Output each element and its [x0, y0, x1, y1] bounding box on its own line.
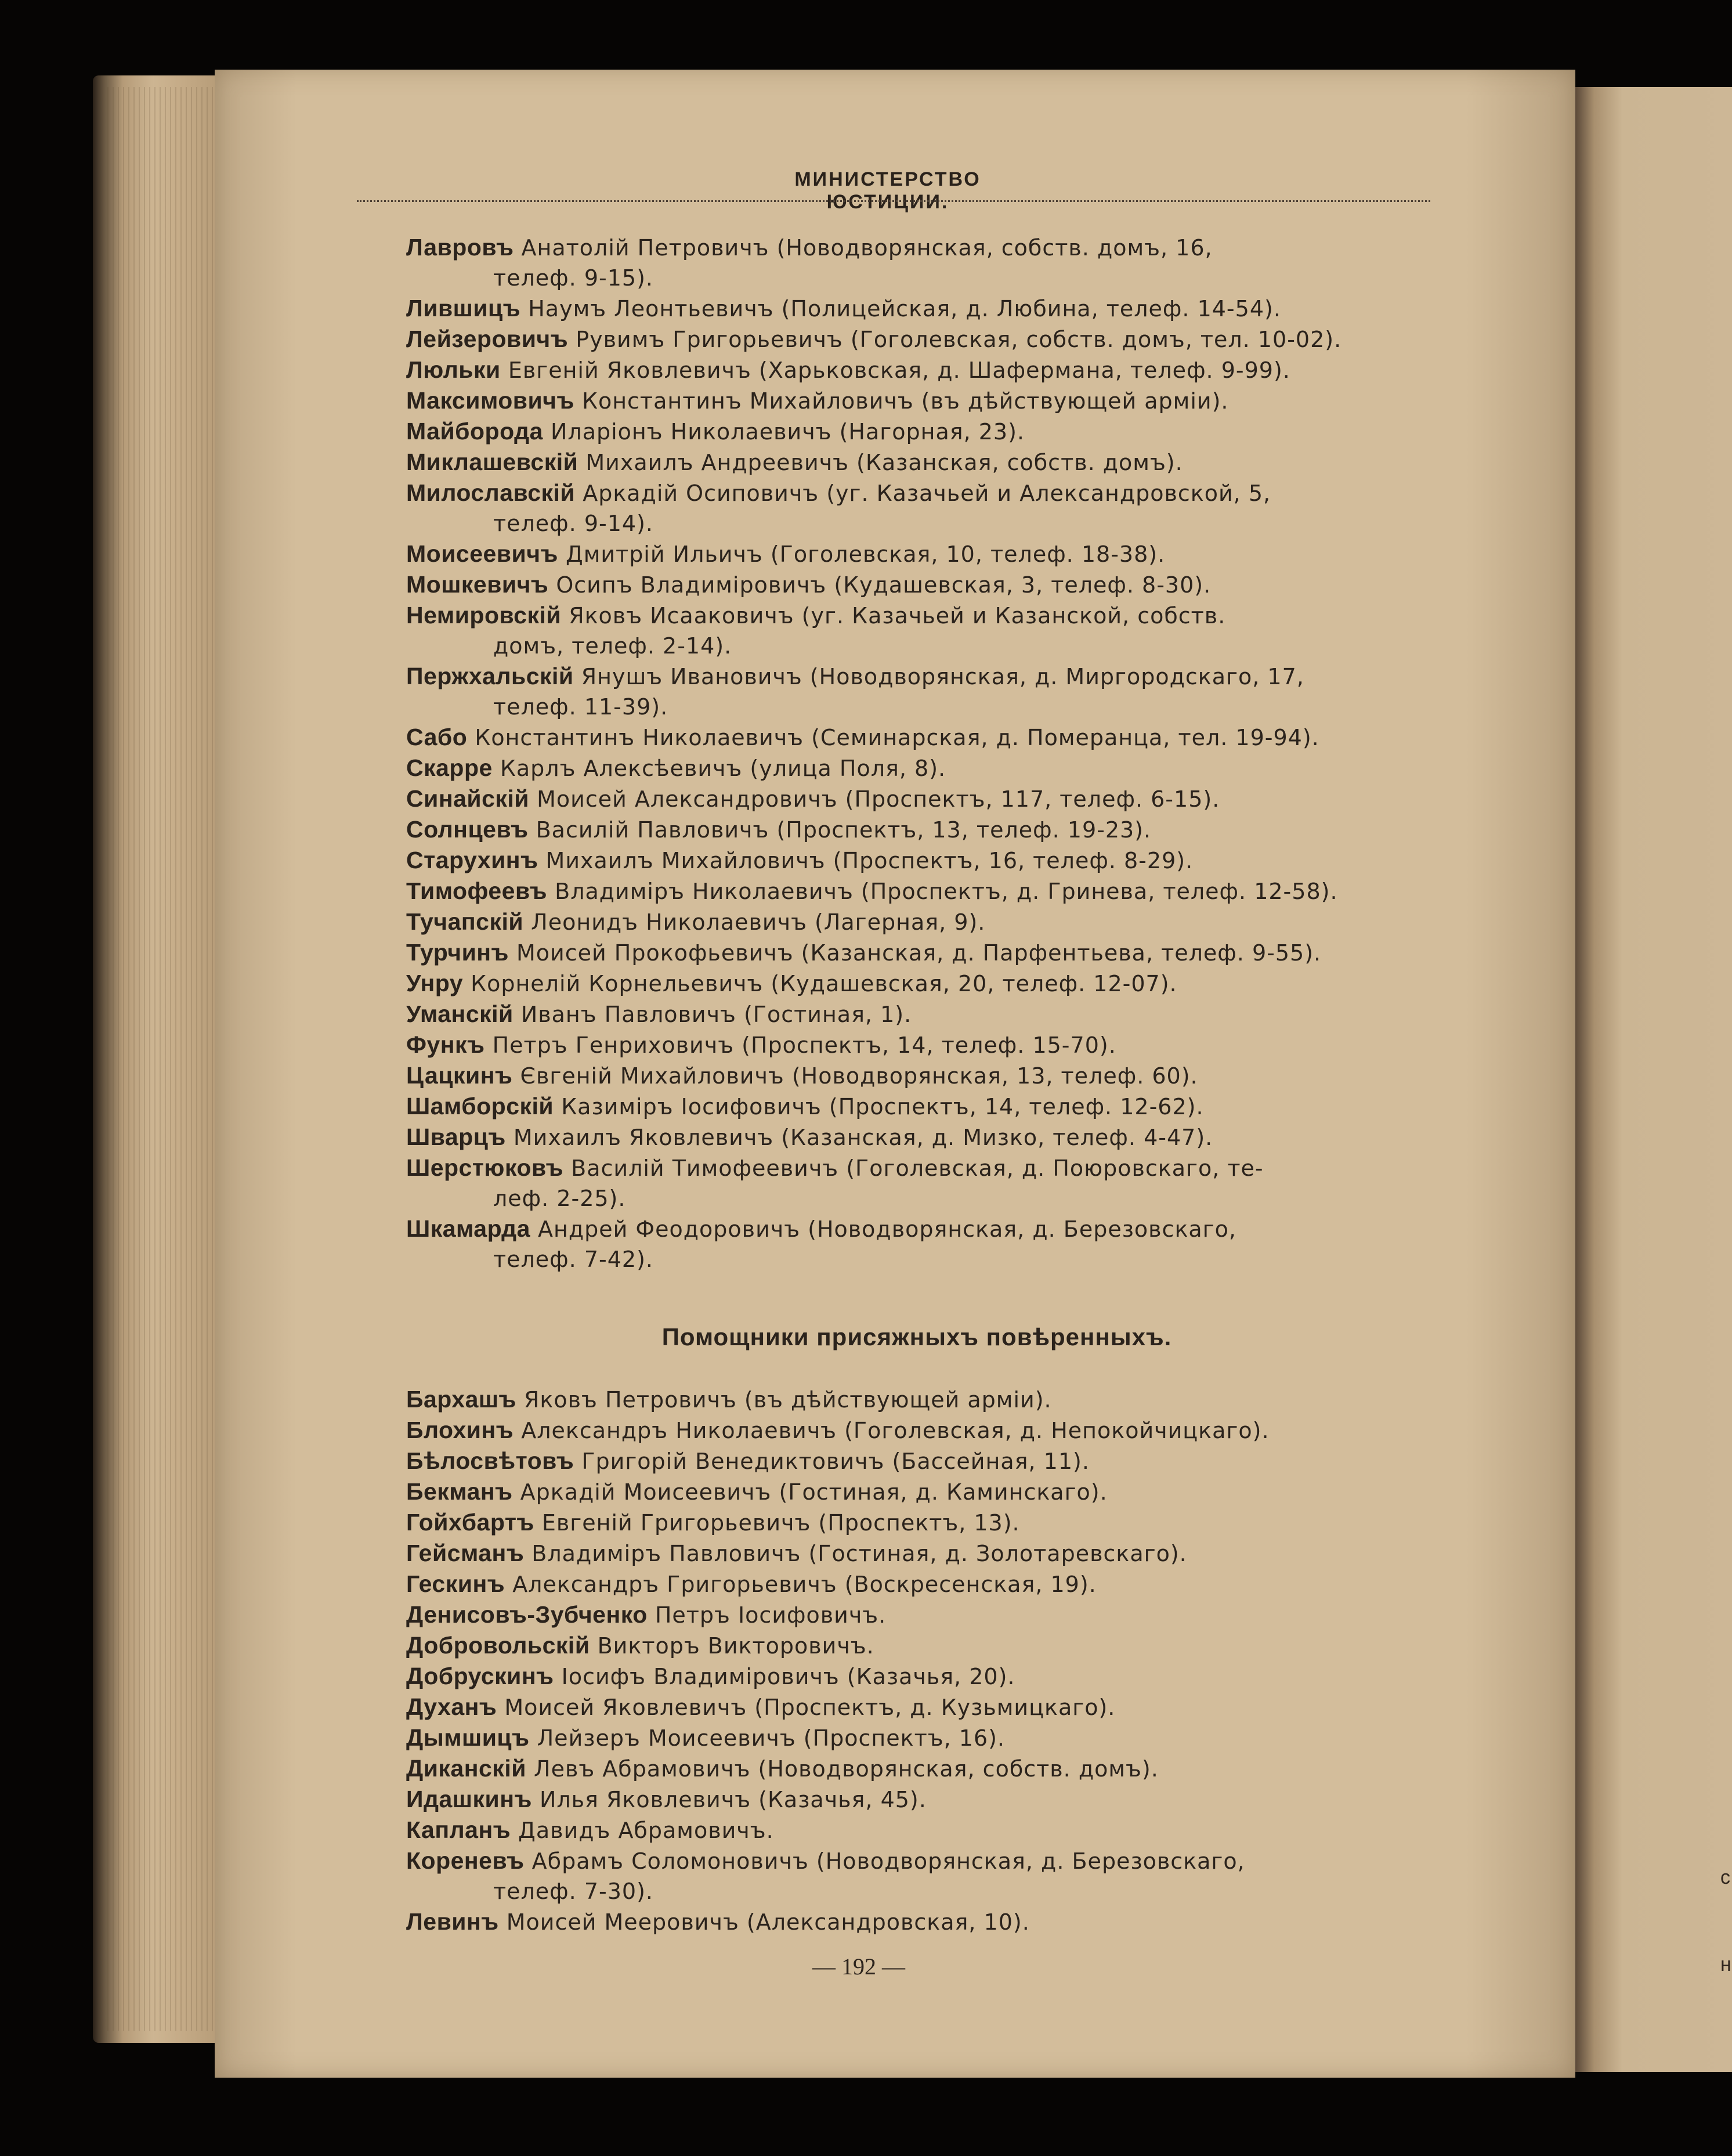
entry-surname: Люльки — [406, 356, 501, 383]
entry-surname: Кореневъ — [406, 1847, 525, 1874]
entry-details: Моисей Александровичъ (Проспектъ, 117, телеф. 6-15). — [529, 786, 1220, 812]
entry-details: Александръ Николаевичъ (Гоголевская, д. Непокойчицкаго). — [514, 1418, 1270, 1443]
list-entry — [406, 1630, 1427, 1661]
entry-surname: Синайскій — [406, 785, 530, 812]
entry-continuation: телеф. 11-39). — [493, 694, 668, 720]
list-entry — [406, 1846, 1427, 1906]
entry-details: Евгеній Григорьевичъ (Проспектъ, 13). — [534, 1510, 1020, 1536]
header-rule — [357, 200, 1430, 202]
entry-details: Петръ Генриховичъ (Проспектъ, 14, телеф. 15-70). — [484, 1032, 1116, 1058]
entry-surname: Лившицъ — [406, 295, 521, 322]
list-entry — [406, 1030, 1427, 1060]
running-header: МИНИСТЕРСТВО ЮСТИЦИИ. — [794, 168, 981, 213]
entry-surname: Максимовичъ — [406, 387, 574, 414]
list-entry — [406, 968, 1427, 999]
entry-surname: Тучапскій — [406, 908, 524, 935]
entry-details: Василій Павловичъ (Проспектъ, 13, телеф. 19-23). — [528, 817, 1152, 843]
entry-details: Моисей Яковлевичъ (Проспектъ, д. Кузьмицкаго). — [497, 1695, 1116, 1720]
list-entry — [406, 814, 1427, 845]
list-entry — [406, 539, 1427, 569]
right-page-fragments: с н — [1720, 1866, 1731, 1976]
list-entry — [406, 1122, 1427, 1153]
entry-surname: Гойхбартъ — [406, 1509, 534, 1536]
entry-details: Михаилъ Михайловичъ (Проспектъ, 16, телеф. 8-29). — [538, 848, 1194, 873]
entry-details: Моисей Мееровичъ (Александровская, 10). — [498, 1909, 1030, 1935]
entry-continuation: телеф. 9-15). — [493, 265, 653, 291]
list-entry — [406, 1692, 1427, 1722]
entry-details: Петръ Іосифовичъ. — [647, 1602, 887, 1628]
entry-surname: Солнцевъ — [406, 816, 529, 843]
entry-details: Дмитрій Ильичъ (Гоголевская, 10, телеф. 18-38). — [558, 541, 1166, 567]
entry-details: Михаилъ Андреевичъ (Казанская, собств. домъ). — [578, 450, 1183, 475]
entry-continuation: телеф. 7-30). — [493, 1879, 653, 1904]
list-entry — [406, 937, 1427, 968]
entry-surname: Миклашевскій — [406, 449, 578, 475]
entry-surname: Тимофеевъ — [406, 877, 548, 904]
page-number: — 192 — — [812, 1953, 905, 1980]
entry-details: Абрамъ Соломоновичъ (Новодворянская, д. Березовскаго, — [524, 1848, 1245, 1874]
list-entry — [406, 783, 1427, 814]
page-stack-lines — [107, 87, 223, 2031]
entry-details: Моисей Прокофьевичъ (Казанская, д. Парфентьева, телеф. 9-55). — [508, 940, 1322, 966]
entry-surname: Денисовъ-Зубченко — [406, 1601, 648, 1628]
entry-details: Викторъ Викторовичъ. — [590, 1633, 874, 1659]
entry-surname: Бархашъ — [406, 1386, 516, 1413]
entry-surname: Добровольскій — [406, 1632, 590, 1659]
entry-surname: Лейзеровичъ — [406, 326, 569, 352]
entry-surname: Левинъ — [406, 1908, 499, 1935]
list-entry — [406, 600, 1427, 661]
entry-surname: Шкамарда — [406, 1215, 530, 1242]
list-entry — [406, 845, 1427, 876]
entry-surname: Бѣлосвѣтовъ — [406, 1447, 574, 1474]
list-entry — [406, 478, 1427, 539]
entry-surname: Турчинъ — [406, 939, 509, 966]
list-entry — [406, 1815, 1427, 1846]
list-entry — [406, 355, 1427, 385]
entry-details: Рувимъ Григорьевичъ (Гоголевская, собств. домъ, тел. 10-02). — [568, 327, 1342, 352]
section-title: Помощники присяжныхъ повѣренныхъ. — [661, 1323, 1172, 1350]
entry-surname: Милославскій — [406, 479, 576, 506]
entry-details: Наумъ Леонтьевичъ (Полицейская, д. Любина, телеф. 14-54). — [520, 296, 1281, 322]
entry-surname: Шварцъ — [406, 1124, 506, 1150]
entry-details: Євгеній Михайловичъ (Новодворянская, 13, телеф. 60). — [512, 1063, 1198, 1089]
entry-surname: Майборода — [406, 418, 543, 445]
list-entry — [406, 1384, 1427, 1415]
entry-surname: Духанъ — [406, 1693, 497, 1720]
entry-details: Яковъ Петровичъ (въ дѣйствующей арміи). — [516, 1387, 1052, 1413]
entry-details: Лейзеръ Моисеевичъ (Проспектъ, 16). — [529, 1725, 1005, 1751]
entry-details: Корнелій Корнельевичъ (Кудашевская, 20, телеф. 12-07). — [463, 971, 1177, 996]
entry-details: Григорій Венедиктовичъ (Бассейная, 11). — [574, 1449, 1090, 1474]
entry-surname: Скарре — [406, 754, 493, 781]
entry-details: Левъ Абрамовичъ (Новодворянская, собств. домъ). — [526, 1756, 1159, 1782]
entry-surname: Пержхальскій — [406, 663, 574, 689]
entry-details: Аркадій Моисеевичъ (Гостиная, д. Каминскаго). — [512, 1479, 1108, 1505]
assistants-list — [406, 1384, 1427, 1937]
entry-surname: Шамборскій — [406, 1093, 554, 1119]
list-entry — [406, 1153, 1427, 1214]
list-entry — [406, 1569, 1427, 1599]
list-entry — [406, 569, 1427, 600]
list-entry — [406, 385, 1427, 416]
entry-surname: Бекманъ — [406, 1478, 513, 1505]
entry-surname: Лавровъ — [406, 234, 514, 261]
lawyers-list — [406, 232, 1427, 1274]
list-entry — [406, 661, 1427, 722]
entry-details: Іосифъ Владиміровичъ (Казачья, 20). — [554, 1664, 1015, 1689]
entry-details: Константинъ Михайловичъ (въ дѣйствующей арміи). — [574, 388, 1229, 414]
entry-surname: Дымшицъ — [406, 1724, 530, 1751]
entry-details: Иларіонъ Николаевичъ (Нагорная, 23). — [543, 419, 1025, 445]
list-entry — [406, 324, 1427, 355]
entry-details: Аркадій Осиповичъ (уг. Казачьей и Александровской, 5, — [575, 481, 1271, 506]
entry-details: Константинъ Николаевичъ (Семинарская, д. Померанца, тел. 19-94). — [467, 725, 1319, 750]
list-entry — [406, 1906, 1427, 1937]
entry-details: Давидъ Абрамовичъ. — [511, 1818, 774, 1843]
entry-details: Андрей Феодоровичъ (Новодворянская, д. Березовскаго, — [530, 1216, 1236, 1242]
entry-surname: Сабо — [406, 724, 468, 750]
entry-details: Янушъ Ивановичъ (Новодворянская, д. Миргородскаго, 17, — [573, 664, 1304, 689]
entry-surname: Гейсманъ — [406, 1540, 525, 1566]
entry-details: Казиміръ Іосифовичъ (Проспектъ, 14, телеф. 12-62). — [554, 1094, 1204, 1119]
entry-continuation: телеф. 9-14). — [493, 511, 653, 536]
entry-surname: Гескинъ — [406, 1570, 505, 1597]
entry-details: Василій Тимофеевичъ (Гоголевская, д. Поюровскаго, те- — [563, 1155, 1264, 1181]
list-entry — [406, 1446, 1427, 1476]
entry-surname: Функъ — [406, 1031, 485, 1058]
entry-surname: Мошкевичъ — [406, 571, 549, 598]
entry-details: Илья Яковлевичъ (Казачья, 45). — [531, 1787, 927, 1812]
entry-surname: Диканскій — [406, 1755, 526, 1782]
entry-details: Михаилъ Яковлевичъ (Казанская, д. Мизко, телеф. 4-47). — [505, 1125, 1213, 1150]
entry-surname: Моисеевичъ — [406, 540, 558, 567]
entry-continuation: домъ, телеф. 2-14). — [493, 633, 732, 659]
list-entry — [406, 753, 1427, 783]
entry-details: Карлъ Алексѣевичъ (улица Поля, 8). — [492, 756, 946, 781]
list-entry — [406, 876, 1427, 907]
entry-details: Осипъ Владиміровичъ (Кудашевская, 3, телеф. 8-30). — [548, 572, 1212, 598]
entry-continuation: телеф. 7-42). — [493, 1247, 653, 1272]
list-entry — [406, 1214, 1427, 1274]
list-entry — [406, 232, 1427, 293]
list-entry — [406, 999, 1427, 1030]
entry-surname: Уманскій — [406, 1001, 514, 1027]
entry-surname: Цацкинъ — [406, 1062, 513, 1089]
entry-surname: Немировскій — [406, 602, 562, 629]
entry-details: Владиміръ Николаевичъ (Проспектъ, д. Гринева, телеф. 12-58). — [547, 879, 1338, 904]
list-entry — [406, 416, 1427, 447]
entry-continuation: леф. 2-25). — [493, 1186, 626, 1211]
entry-details: Владиміръ Павловичъ (Гостиная, д. Золотаревскаго). — [524, 1541, 1187, 1566]
entry-details: Анатолій Петровичъ (Новодворянская, собств. домъ, 16, — [514, 235, 1213, 261]
list-entry — [406, 1753, 1427, 1784]
entry-details: Александръ Григорьевичъ (Воскресенская, 19). — [505, 1572, 1097, 1597]
list-entry — [406, 1661, 1427, 1692]
entry-details: Евгеній Яковлевичъ (Харьковская, д. Шафермана, телеф. 9-99). — [500, 357, 1290, 383]
list-entry — [406, 1538, 1427, 1569]
list-entry — [406, 1415, 1427, 1446]
list-entry — [406, 722, 1427, 753]
list-entry — [406, 1722, 1427, 1753]
entry-surname: Унру — [406, 970, 464, 996]
list-entry — [406, 907, 1427, 937]
entry-details: Леонидъ Николаевичъ (Лагерная, 9). — [523, 909, 986, 935]
list-entry — [406, 293, 1427, 324]
list-entry — [406, 1784, 1427, 1815]
entry-details: Иванъ Павловичъ (Гостиная, 1). — [513, 1002, 912, 1027]
entry-surname: Капланъ — [406, 1816, 511, 1843]
entry-surname: Блохинъ — [406, 1417, 514, 1443]
right-page-edge — [1575, 87, 1732, 2072]
list-entry — [406, 1507, 1427, 1538]
entry-surname: Старухинъ — [406, 847, 538, 873]
list-entry — [406, 1476, 1427, 1507]
entry-surname: Идашкинъ — [406, 1786, 532, 1812]
entry-surname: Добрускинъ — [406, 1663, 554, 1689]
entry-surname: Шерстюковъ — [406, 1154, 564, 1181]
list-entry — [406, 447, 1427, 478]
list-entry — [406, 1599, 1427, 1630]
entry-details: Яковъ Исааковичъ (уг. Казачьей и Казанской, собств. — [561, 603, 1226, 629]
list-entry — [406, 1060, 1427, 1091]
list-entry — [406, 1091, 1427, 1122]
